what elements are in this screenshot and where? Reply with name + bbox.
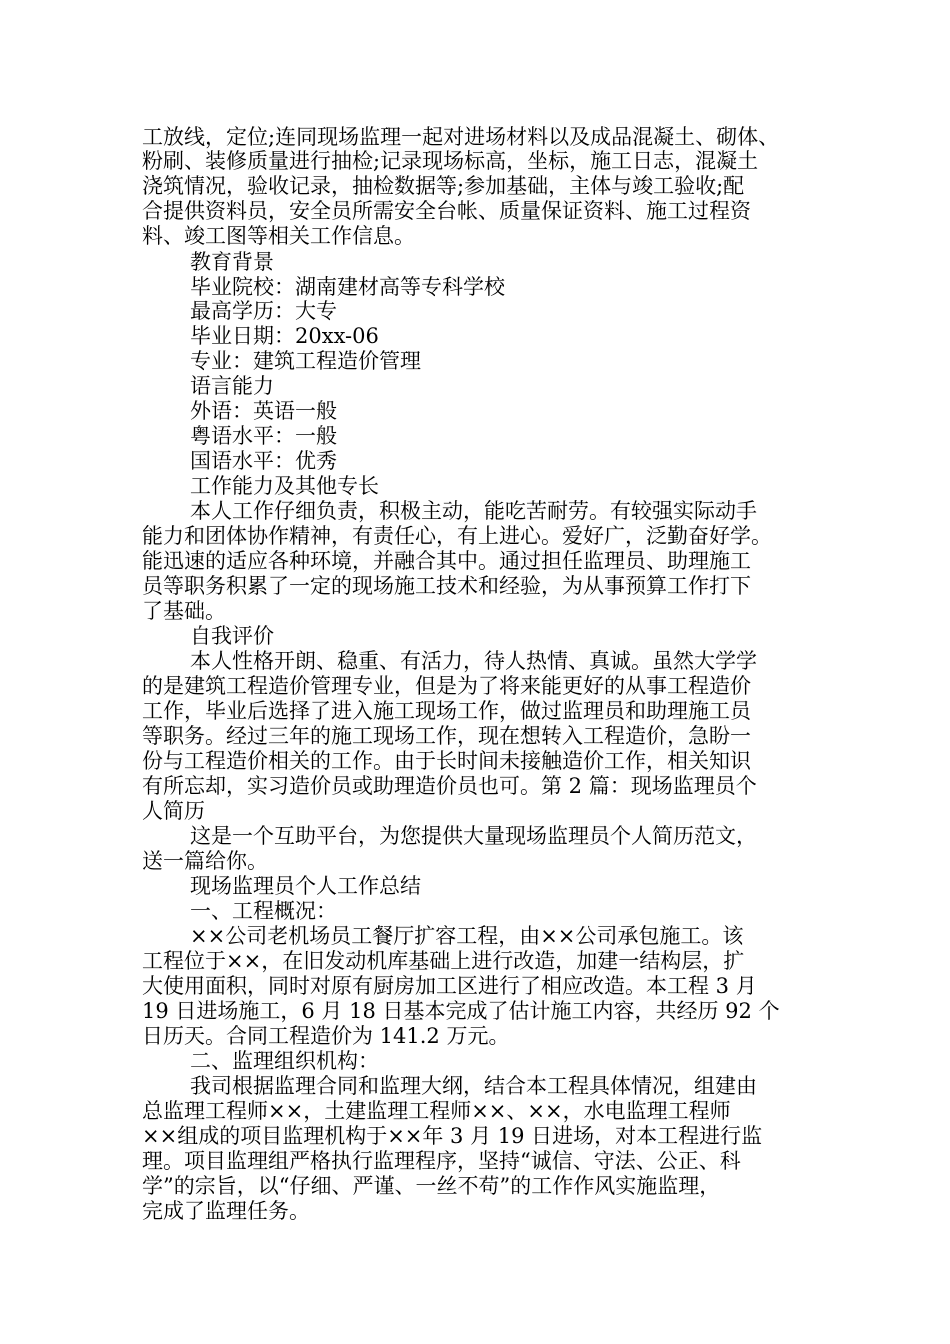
- section-heading: 现场监理员个人工作总结: [190, 874, 421, 898]
- text-line: 理。项目监理组严格执行监理程序，坚持“诚信、守法、公正、科: [142, 1149, 741, 1173]
- text-line: 专业：建筑工程造价管理: [190, 349, 421, 373]
- text-line: 粉刷、装修质量进行抽检;记录现场标高，坐标，施工日志，混凝土: [142, 149, 759, 173]
- section-heading: 一、工程概况：: [190, 899, 337, 923]
- text-line: 份与工程造价相关的工作。由于长时间未接触造价工作，相关知识: [142, 749, 751, 773]
- text-line: 粤语水平：一般: [190, 424, 337, 448]
- text-line: 能迅速的适应各种环境，并融合其中。通过担任监理员、助理施工: [142, 549, 751, 573]
- text-line: 本人工作仔细负责，积极主动，能吃苦耐劳。有较强实际动手: [190, 499, 757, 523]
- text-line: 大使用面积，同时对原有厨房加工区进行了相应改造。本工程 3 月: [142, 974, 757, 998]
- text-line: 这是一个互助平台，为您提供大量现场监理员个人简历范文，: [190, 824, 757, 848]
- text-line: ××公司老机场员工餐厅扩容工程，由××公司承包施工。该: [190, 924, 744, 948]
- text-line: 人简历: [142, 799, 205, 823]
- text-line: 国语水平：优秀: [190, 449, 337, 473]
- text-line: 工放线，定位;连同现场监理一起对进场材料以及成品混凝土、砌体、: [142, 125, 780, 149]
- text-line: 19 日进场施工，6 月 18 日基本完成了估计施工内容，共经历 92 个: [142, 999, 780, 1023]
- section-heading: 教育背景: [190, 250, 274, 274]
- text-line: 日历天。合同工程造价为 141.2 万元。: [142, 1024, 510, 1048]
- text-line: 工程位于××，在旧发动机库基础上进行改造，加建一结构层，扩: [142, 949, 745, 973]
- section-heading: 二、监理组织机构：: [190, 1049, 379, 1073]
- text-line: 能力和团体协作精神，有责任心，有上进心。爱好广，泛勤奋好学。: [142, 524, 772, 548]
- text-line: 送一篇给你。: [142, 849, 268, 873]
- text-line: 本人性格开朗、稳重、有活力，待人热情、真诚。虽然大学学: [190, 649, 757, 673]
- text-line: 总监理工程师××，土建监理工程师××、××，水电监理工程师: [142, 1099, 731, 1123]
- text-line: ××组成的项目监理机构于××年 3 月 19 日进场，对本工程进行监: [142, 1124, 763, 1148]
- text-line: 等职务。经过三年的施工现场工作，现在想转入工程造价，急盼一: [142, 724, 751, 748]
- text-line: 最高学历：大专: [190, 299, 337, 323]
- text-line: 员等职务积累了一定的现场施工技术和经验，为从事预算工作打下: [142, 574, 751, 598]
- text-line: 料、竣工图等相关工作信息。: [142, 224, 415, 248]
- text-line: 了基础。: [142, 599, 226, 623]
- text-line: 浇筑情况，验收记录，抽检数据等;参加基础，主体与竣工验收;配: [142, 174, 745, 198]
- text-line: 工作，毕业后选择了进入施工现场工作，做过监理员和助理施工员: [142, 699, 751, 723]
- text-line: 毕业日期：20xx-06: [190, 324, 379, 348]
- text-line: 完成了监理任务。: [142, 1199, 310, 1223]
- section-heading: 语言能力: [190, 374, 274, 398]
- text-line: 合提供资料员，安全员所需安全台帐、质量保证资料、施工过程资: [142, 199, 751, 223]
- text-line: 我司根据监理合同和监理大纲，结合本工程具体情况，组建由: [190, 1074, 757, 1098]
- text-line: 学”的宗旨，以“仔细、严谨、一丝不苟”的工作作风实施监理，: [142, 1174, 721, 1198]
- text-line: 的是建筑工程造价管理专业，但是为了将来能更好的从事工程造价: [142, 674, 751, 698]
- text-line: 毕业院校：湖南建材高等专科学校: [190, 275, 505, 299]
- text-line: 外语：英语一般: [190, 399, 337, 423]
- section-heading: 自我评价: [190, 624, 274, 648]
- section-heading: 工作能力及其他专长: [190, 474, 379, 498]
- text-line: 有所忘却，实习造价员或助理造价员也可。第 2 篇：现场监理员个: [142, 774, 757, 798]
